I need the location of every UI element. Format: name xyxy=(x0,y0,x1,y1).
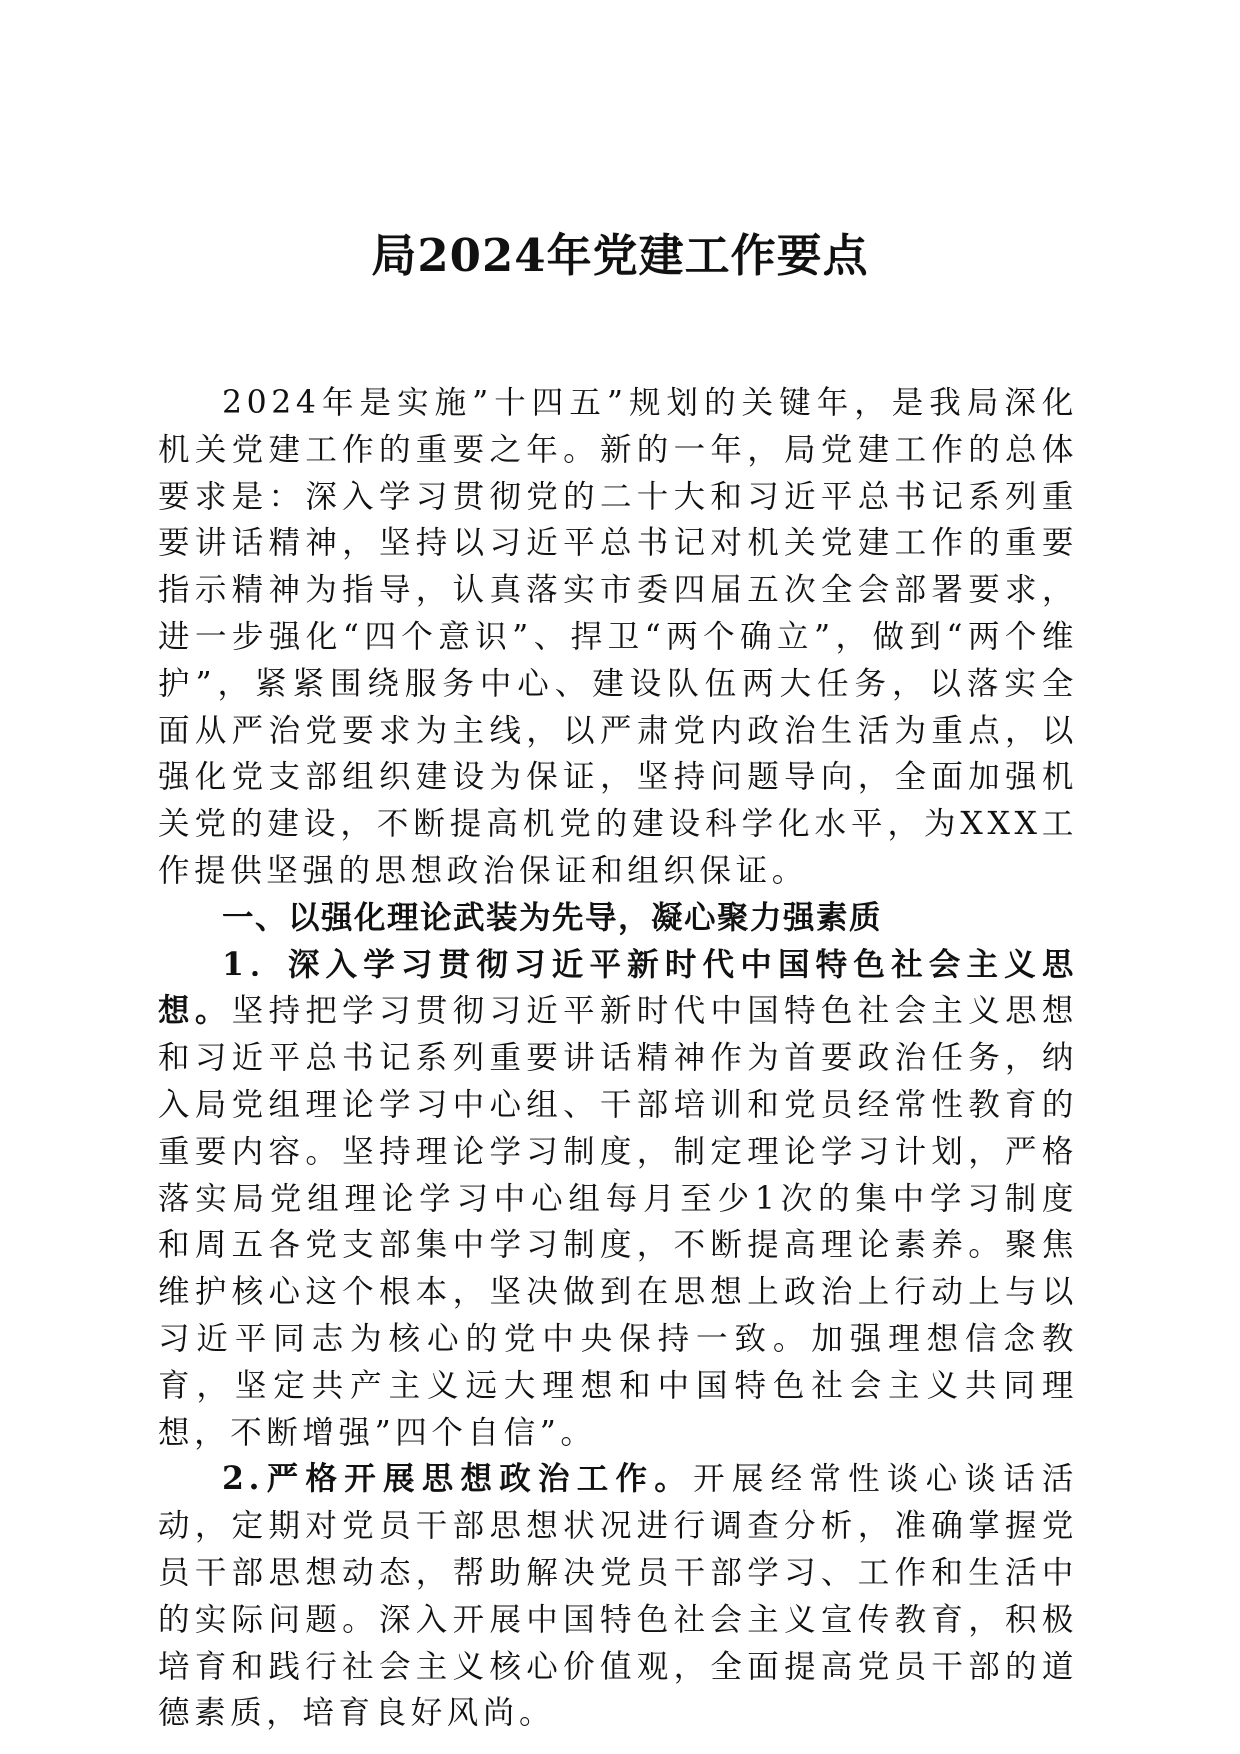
item-1-lead: 1．深入学习贯彻习近平新时代中国特色社会主义思想。 xyxy=(158,945,1078,1030)
item-2-lead: 2.严格开展思想政治工作。 xyxy=(222,1460,694,1498)
section-heading-1: 一、以强化理论武装为先导，凝心聚力强素质 xyxy=(222,898,883,936)
document-title: 局2024年党建工作要点 xyxy=(371,229,869,282)
item-2-paragraph xyxy=(158,1456,1078,1737)
intro-paragraph: 2024年是实施”十四五”规划的关键年，是我局深化机关党建工作的重要之年。新的一年，局党建工作的总体要求是：深入学习贯彻党的二十大和习近平总书记系列重要讲话精神，坚持以习近平总书记对机关党建工作的重要指示精神为指导，认真落实市委四届五次全会部署要求，进一步强化“四个意识”、捍卫“两个确立”，做到“两个维护”，紧紧围绕服务中心、建设队伍两大任务，以落实全面从严治党要求为主线，以严肃党内政治生活为重点，以强化党支部组织建设为保证，坚持问题导向，全面加强机关党的建设，不断提高机党的建设科学化水平，为XXX工作提供坚强的思想政治保证和组织保证。 xyxy=(158,385,1078,889)
item-1-paragraph xyxy=(158,942,1078,1457)
item-2-text: 开展经常性谈心谈话活动，定期对党员干部思想状况进行调查分析，准确掌握党员干部思想动态，帮助解决党员干部学习、工作和生活中的实际问题。深入开展中国特色社会主义宣传教育，积极培育和践行社会主义核心价值观，全面提高党员干部的道德素质，培育良好风尚。 xyxy=(158,1461,1078,1732)
document-body xyxy=(158,380,1078,1737)
item-1-text: 坚持把学习贯彻习近平新时代中国特色社会主义思想和习近平总书记系列重要讲话精神作为首要政治任务，纳入局党组理论学习中心组、干部培训和党员经常性教育的重要内容。坚持理论学习制度，制定理论学习计划，严格落实局党组理论学习中心组每月至少1次的集中学习制度和周五各党支部集中学习制度，不断提高理论素养。聚焦维护核心这个根本，坚决做到在思想上政治上行动上与以习近平同志为核心的党中央保持一致。加强理想信念教育，坚定共产主义远大理想和中国特色社会主义共同理想，不断增强”四个自信”。 xyxy=(158,993,1079,1451)
